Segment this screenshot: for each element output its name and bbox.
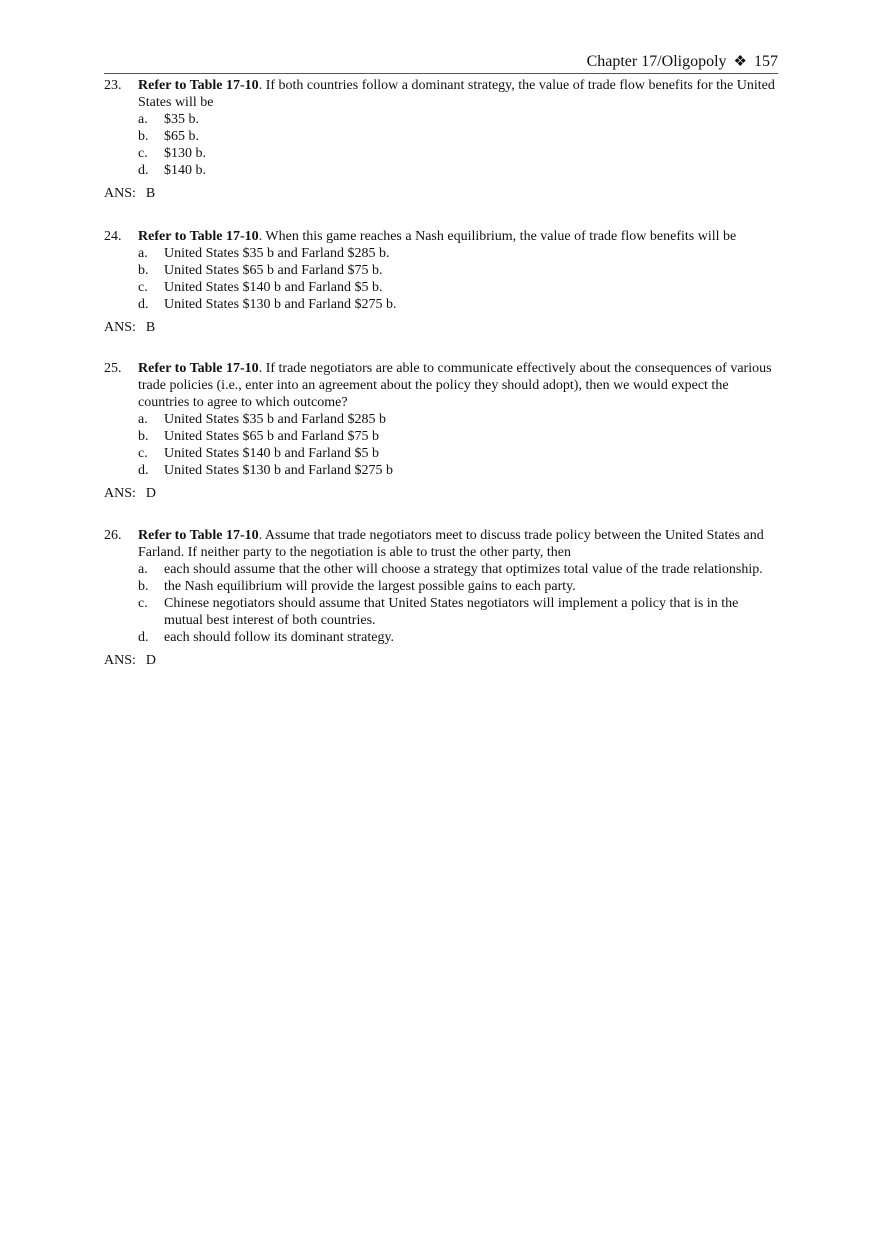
- answer-options: [138, 111, 778, 179]
- chapter-title: Chapter 17/Oligopoly: [586, 53, 727, 70]
- question-24: [104, 228, 778, 336]
- table-reference: Refer to Table 17-10: [138, 361, 259, 376]
- question-stem: Refer to Table 17-10. When this game reaches a Nash equilibrium, the value of trade flow benefits will be: [138, 229, 737, 244]
- page-number: 157: [754, 53, 778, 70]
- question-number: 25.: [104, 361, 122, 376]
- table-reference: Refer to Table 17-10: [138, 528, 259, 543]
- page-header: [104, 52, 778, 74]
- option-a: a. United States $35 b and Farland $285 b.: [138, 246, 390, 261]
- option-c: c. United States $140 b and Farland $5 b.: [138, 280, 383, 295]
- table-reference: Refer to Table 17-10: [138, 229, 259, 244]
- table-reference: Refer to Table 17-10: [138, 78, 259, 93]
- option-d: d. $140 b.: [138, 163, 206, 178]
- question-stem: Refer to Table 17-10. If both countries follow a dominant strategy, the value of trade flow benefits for the United States will be: [138, 78, 775, 110]
- answer-key: ANS: B: [104, 320, 156, 335]
- question-number: 26.: [104, 528, 122, 543]
- option-d: d. each should follow its dominant strategy.: [138, 630, 395, 645]
- answer-key: ANS: D: [104, 486, 157, 501]
- option-a: a. each should assume that the other will choose a strategy that optimizes total value of the trade relationship.: [138, 562, 763, 577]
- option-b: b. United States $65 b and Farland $75 b: [138, 429, 380, 444]
- answer-options: [138, 245, 778, 313]
- option-c: c. $130 b.: [138, 146, 206, 161]
- diamond-separator-icon: ❖: [733, 54, 747, 70]
- option-b: b. the Nash equilibrium will provide the largest possible gains to each party.: [138, 579, 576, 594]
- question-26: [104, 527, 778, 669]
- answer-key: ANS: D: [104, 653, 157, 668]
- question-25: [104, 360, 778, 502]
- option-b: b. $65 b.: [138, 129, 199, 144]
- question-stem: Refer to Table 17-10. Assume that trade negotiators meet to discuss trade policy between the United States and Farland. If neither party to the negotiation is able to trust the other party, then: [138, 528, 764, 560]
- answer-key: ANS: B: [104, 186, 156, 201]
- option-a: a. United States $35 b and Farland $285 b: [138, 412, 387, 427]
- option-d: d. United States $130 b and Farland $275 b: [138, 463, 394, 478]
- question-number: 23.: [104, 78, 122, 93]
- answer-options: [138, 561, 778, 646]
- option-c: c. Chinese negotiators should assume that United States negotiators will implement a policy that is in the mutual best interest of both countries.: [138, 596, 739, 628]
- question-stem: Refer to Table 17-10. If trade negotiators are able to communicate effectively about the consequences of various trade policies (i.e., enter into an agreement about the policy they should adopt), then we would expect the countries to agree to which outcome?: [138, 361, 772, 410]
- question-23: [104, 77, 778, 202]
- question-number: 24.: [104, 229, 122, 244]
- option-b: b. United States $65 b and Farland $75 b.: [138, 263, 383, 278]
- option-a: a. $35 b.: [138, 112, 199, 127]
- answer-options: [138, 411, 778, 479]
- option-d: d. United States $130 b and Farland $275 b.: [138, 297, 397, 312]
- option-c: c. United States $140 b and Farland $5 b: [138, 446, 380, 461]
